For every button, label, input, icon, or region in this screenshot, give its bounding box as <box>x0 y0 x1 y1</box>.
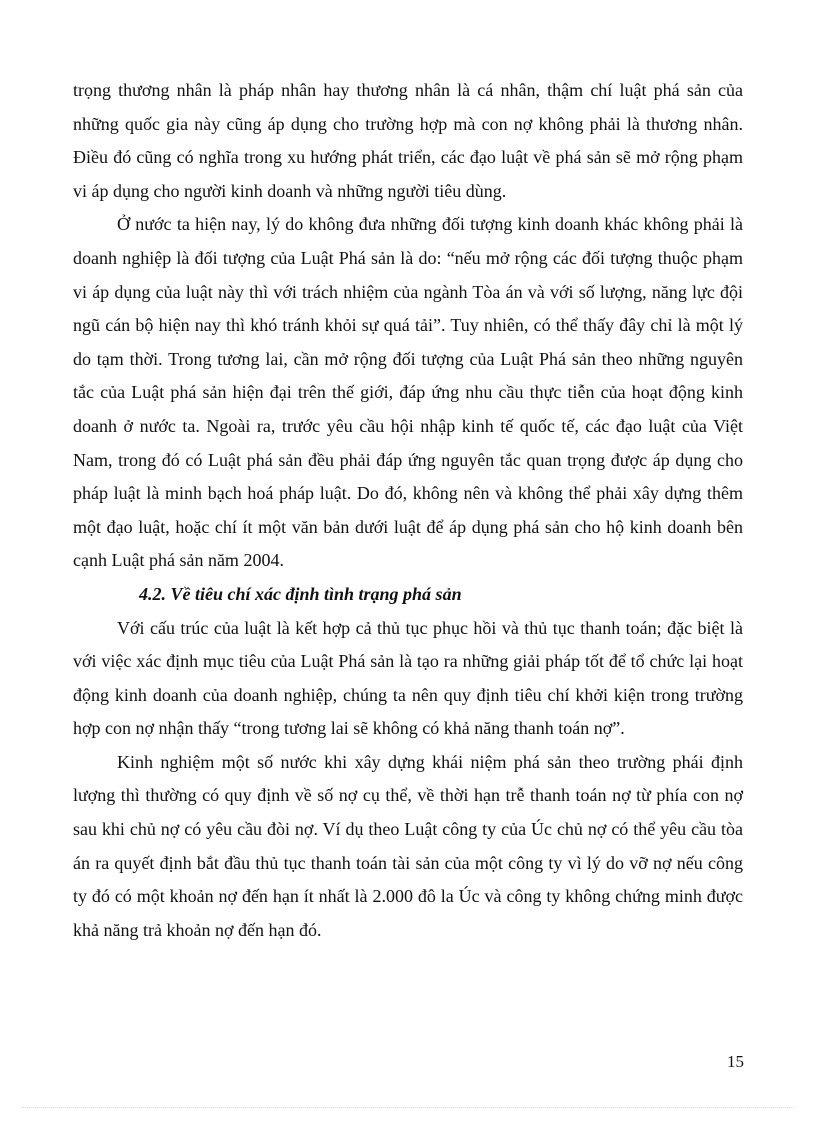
paragraph-3: Với cấu trúc của luật là kết hợp cả thủ tục phục hồi và thủ tục thanh toán; đặc biệt là với việc xác định mục tiêu của Luật Phá sản là tạo ra những giải pháp tốt để tổ chức lại hoạt động kinh doanh của doanh nghiệp, chúng ta nên quy định tiêu chí khởi kiện trong trường hợp con nợ nhận thấy “trong tương lai sẽ không có khả năng thanh toán nợ”. <box>73 617 743 739</box>
section-heading: 4.2. Về tiêu chí xác định tình trạng phá sản <box>139 583 462 604</box>
document-body <box>73 74 743 947</box>
paragraph-4: Kinh nghiệm một số nước khi xây dựng khái niệm phá sản theo trường phái định lượng thì thường có quy định về số nợ cụ thể, về thời hạn trễ thanh toán nợ từ phía con nợ sau khi chủ nợ có yêu cầu đòi nợ. Ví dụ theo Luật công ty của Úc chủ nợ có thể yêu cầu tòa án ra quyết định bắt đầu thủ tục thanh toán tài sản của một công ty vì lý do vỡ nợ nếu công ty đó có một khoản nợ đến hạn ít nhất là 2.000 đô la Úc và công ty không chứng minh được khả năng trả khoản nợ đến hạn đó. <box>73 751 743 940</box>
page-number: 15 <box>727 1052 744 1071</box>
paragraph-1: trọng thương nhân là pháp nhân hay thương nhân là cá nhân, thậm chí luật phá sản của những quốc gia này cũng áp dụng cho trường hợp mà con nợ không phải là thương nhân. Điều đó cũng có nghĩa trong xu hướng phát triển, các đạo luật về phá sản sẽ mở rộng phạm vi áp dụng cho người kinh doanh và những người tiêu dùng. <box>73 80 743 201</box>
page-bottom-divider <box>22 1107 794 1108</box>
paragraph-2: Ở nước ta hiện nay, lý do không đưa những đối tượng kinh doanh khác không phải là doanh nghiệp là đối tượng của Luật Phá sản là do: “nếu mở rộng các đối tượng thuộc phạm vi áp dụng của luật này thì với trách nhiệm của ngành Tòa án và với số lượng, năng lực đội ngũ cán bộ hiện nay thì khó tránh khỏi sự quá tải”. Tuy nhiên, có thể thấy đây chỉ là một lý do tạm thời. Trong tương lai, cần mở rộng đối tượng của Luật Phá sản theo những nguyên tắc của Luật phá sản hiện đại trên thế giới, đáp ứng nhu cầu thực tiễn của hoạt động kinh doanh ở nước ta. Ngoài ra, trước yêu cầu hội nhập kinh tế quốc tế, các đạo luật của Việt Nam, trong đó có Luật phá sản đều phải đáp ứng nguyên tắc quan trọng được áp dụng cho pháp luật là minh bạch hoá pháp luật. Do đó, không nên và không thể phải xây dựng thêm một đạo luật, hoặc chí ít một văn bản dưới luật để áp dụng phá sản cho hộ kinh doanh bên cạnh Luật phá sản năm 2004. <box>73 214 743 571</box>
